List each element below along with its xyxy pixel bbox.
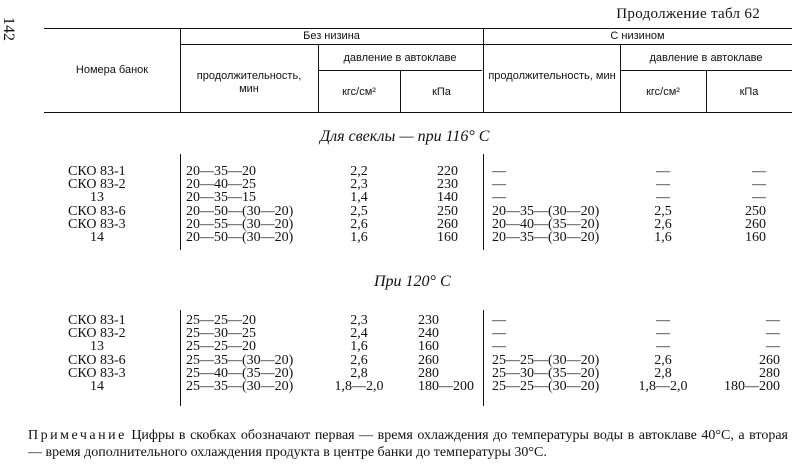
kpa-cell: 260 <box>418 352 439 368</box>
kgf-cell: 2,2 <box>350 164 368 179</box>
jar-cell: СКО 83-3 <box>68 365 126 381</box>
kpa-cell: — <box>766 339 780 355</box>
duration-cell: 20—55—(30—20) <box>186 216 294 232</box>
jar-cell: СКО 83-2 <box>68 326 126 342</box>
duration-cell: — <box>492 190 506 206</box>
duration-cell: — <box>492 326 506 342</box>
group-rule <box>180 44 792 45</box>
note-text: Цифры в скобках обозначают первая — время охлаждения до температуры воды в автоклаве 40°С, а вторая — время дополнительного охлаждения продукта в центре банки до температуры 30°С. <box>28 428 788 460</box>
duration-cell: 25—35—(30—20) <box>186 378 294 394</box>
kgf-cell: 2,6 <box>350 352 368 368</box>
duration-cell: 25—30—(35—20) <box>492 365 600 381</box>
header-top-rule <box>44 28 792 29</box>
duration-cell: 20—35—(30—20) <box>492 229 600 245</box>
jar-cell: 13 <box>90 190 104 206</box>
kgf-cell: 1,6 <box>350 339 368 355</box>
jar-cell: СКО 83-1 <box>68 164 126 179</box>
kpa-cell: 160 <box>745 229 766 245</box>
header-bottom-rule <box>44 112 792 113</box>
kpa-cell: — <box>752 190 766 206</box>
table-note <box>28 427 788 461</box>
jar-cell: 14 <box>90 229 104 245</box>
header-kgf-2: кгс/см² <box>646 86 680 98</box>
duration-column-1 <box>186 314 316 393</box>
note-label: Примечание <box>28 428 127 443</box>
table-continuation-label: Продолжение табл 62 <box>616 6 760 22</box>
header-pressure-1: давление в автоклаве <box>343 52 457 64</box>
header-jar-numbers: Номера банок <box>75 64 149 76</box>
kgf-cell: — <box>656 326 670 342</box>
jar-cell: СКО 83-6 <box>68 203 126 219</box>
duration-cell: — <box>492 313 506 328</box>
kgf-cell: — <box>656 177 670 193</box>
kgf-cell: 2,6 <box>654 216 672 232</box>
kgf-cell: — <box>656 313 670 328</box>
jar-cell: 13 <box>90 339 104 355</box>
kgf-cell: 1,6 <box>350 229 368 245</box>
kpa-cell: — <box>766 326 780 342</box>
duration-cell: 20—35—15 <box>186 190 256 206</box>
duration-cell: 25—25—(30—20) <box>492 352 600 368</box>
duration-cell: 25—40—(35—20) <box>186 365 294 381</box>
kpa-column-2 <box>706 165 766 244</box>
jar-column <box>68 165 178 244</box>
kgf-cell: — <box>656 190 670 206</box>
duration-cell: 25—30—25 <box>186 326 256 342</box>
kpa-cell: 160 <box>437 229 458 245</box>
kpa-cell: — <box>752 164 766 179</box>
kpa-cell: 240 <box>418 326 439 342</box>
kpa-cell: 250 <box>437 203 458 219</box>
duration-column-1 <box>186 165 316 244</box>
kpa-cell: 260 <box>759 352 780 368</box>
section-title-120: При 120° С <box>374 273 451 290</box>
kgf-cell: 1,8—2,0 <box>334 378 384 394</box>
duration-cell: — <box>492 164 506 179</box>
kpa-column-1 <box>400 165 458 244</box>
header-without-nisin: Без низина <box>303 30 360 42</box>
kpa-cell: 250 <box>745 203 766 219</box>
kgf-cell: 2,4 <box>350 326 368 342</box>
kgf-column-2 <box>620 314 706 393</box>
kpa-cell: 180—200 <box>724 378 780 394</box>
duration-column-2 <box>492 314 618 393</box>
col-divider <box>180 154 181 250</box>
kgf-cell: 1,4 <box>350 190 368 206</box>
kgf-cell: 2,6 <box>350 216 368 232</box>
kgf-cell: 2,3 <box>350 177 368 193</box>
duration-cell: 20—50—(30—20) <box>186 203 294 219</box>
kpa-cell: 160 <box>418 339 439 355</box>
duration-cell: 25—25—(30—20) <box>492 378 600 394</box>
jar-cell: СКО 83-3 <box>68 216 126 232</box>
duration-cell: — <box>492 339 506 355</box>
kpa-cell: 260 <box>745 216 766 232</box>
duration-cell: 20—35—(30—20) <box>492 203 600 219</box>
kgf-column-1 <box>318 165 400 244</box>
kpa-cell: 230 <box>418 313 439 328</box>
jar-cell: СКО 83-6 <box>68 352 126 368</box>
jar-cell: СКО 83-2 <box>68 177 126 193</box>
header-kpa-2: кПа <box>739 86 759 98</box>
kpa-cell: 280 <box>759 365 780 381</box>
kpa-cell: — <box>752 177 766 193</box>
kgf-cell: 1,8—2,0 <box>638 378 688 394</box>
header-with-nisin: С низином <box>610 30 665 42</box>
section-title-beet-116: Для свеклы — при 116° С <box>320 128 490 145</box>
duration-cell: 25—25—20 <box>186 313 256 328</box>
kgf-cell: 1,6 <box>654 229 672 245</box>
kpa-cell: — <box>766 313 780 328</box>
kgf-cell: 2,5 <box>654 203 672 219</box>
kgf-cell: 2,5 <box>350 203 368 219</box>
page-number: 142 <box>0 17 17 41</box>
duration-column-2 <box>492 165 618 244</box>
kgf-cell: 2,8 <box>654 365 672 381</box>
kpa-cell: 140 <box>437 190 458 206</box>
duration-cell: 20—40—(35—20) <box>492 216 600 232</box>
kgf-cell: 2,6 <box>654 352 672 368</box>
col-divider <box>180 310 181 406</box>
jar-cell: СКО 83-1 <box>68 313 126 328</box>
kpa-column-1 <box>418 314 484 393</box>
kgf-cell: — <box>656 339 670 355</box>
duration-cell: 25—35—(30—20) <box>186 352 294 368</box>
col-divider <box>483 154 484 250</box>
header-kpa-1: кПа <box>432 86 451 98</box>
kpa-cell: 280 <box>418 365 439 381</box>
kgf-column-2 <box>620 165 706 244</box>
kpa-cell: 220 <box>437 164 458 179</box>
kgf-cell: 2,3 <box>350 313 368 328</box>
duration-cell: 20—50—(30—20) <box>186 229 294 245</box>
kpa-cell: 260 <box>437 216 458 232</box>
kpa-cell: 230 <box>437 177 458 193</box>
duration-cell: — <box>492 177 506 193</box>
header-duration-1: продолжительность, мин <box>196 70 302 95</box>
kpa-column-2 <box>706 314 780 393</box>
kpa-cell: 180—200 <box>418 378 474 394</box>
header-kgf-1: кгс/см² <box>342 86 376 98</box>
kgf-cell: 2,8 <box>350 365 368 381</box>
kgf-cell: — <box>656 164 670 179</box>
duration-cell: 20—35—20 <box>186 164 256 179</box>
duration-cell: 20—40—25 <box>186 177 256 193</box>
jar-column <box>68 314 178 393</box>
kgf-column-1 <box>318 314 400 393</box>
jar-cell: 14 <box>90 378 104 394</box>
duration-cell: 25—25—20 <box>186 339 256 355</box>
header-duration-2: продолжительность, мин <box>488 70 616 82</box>
header-pressure-2: давление в автоклаве <box>649 52 763 64</box>
